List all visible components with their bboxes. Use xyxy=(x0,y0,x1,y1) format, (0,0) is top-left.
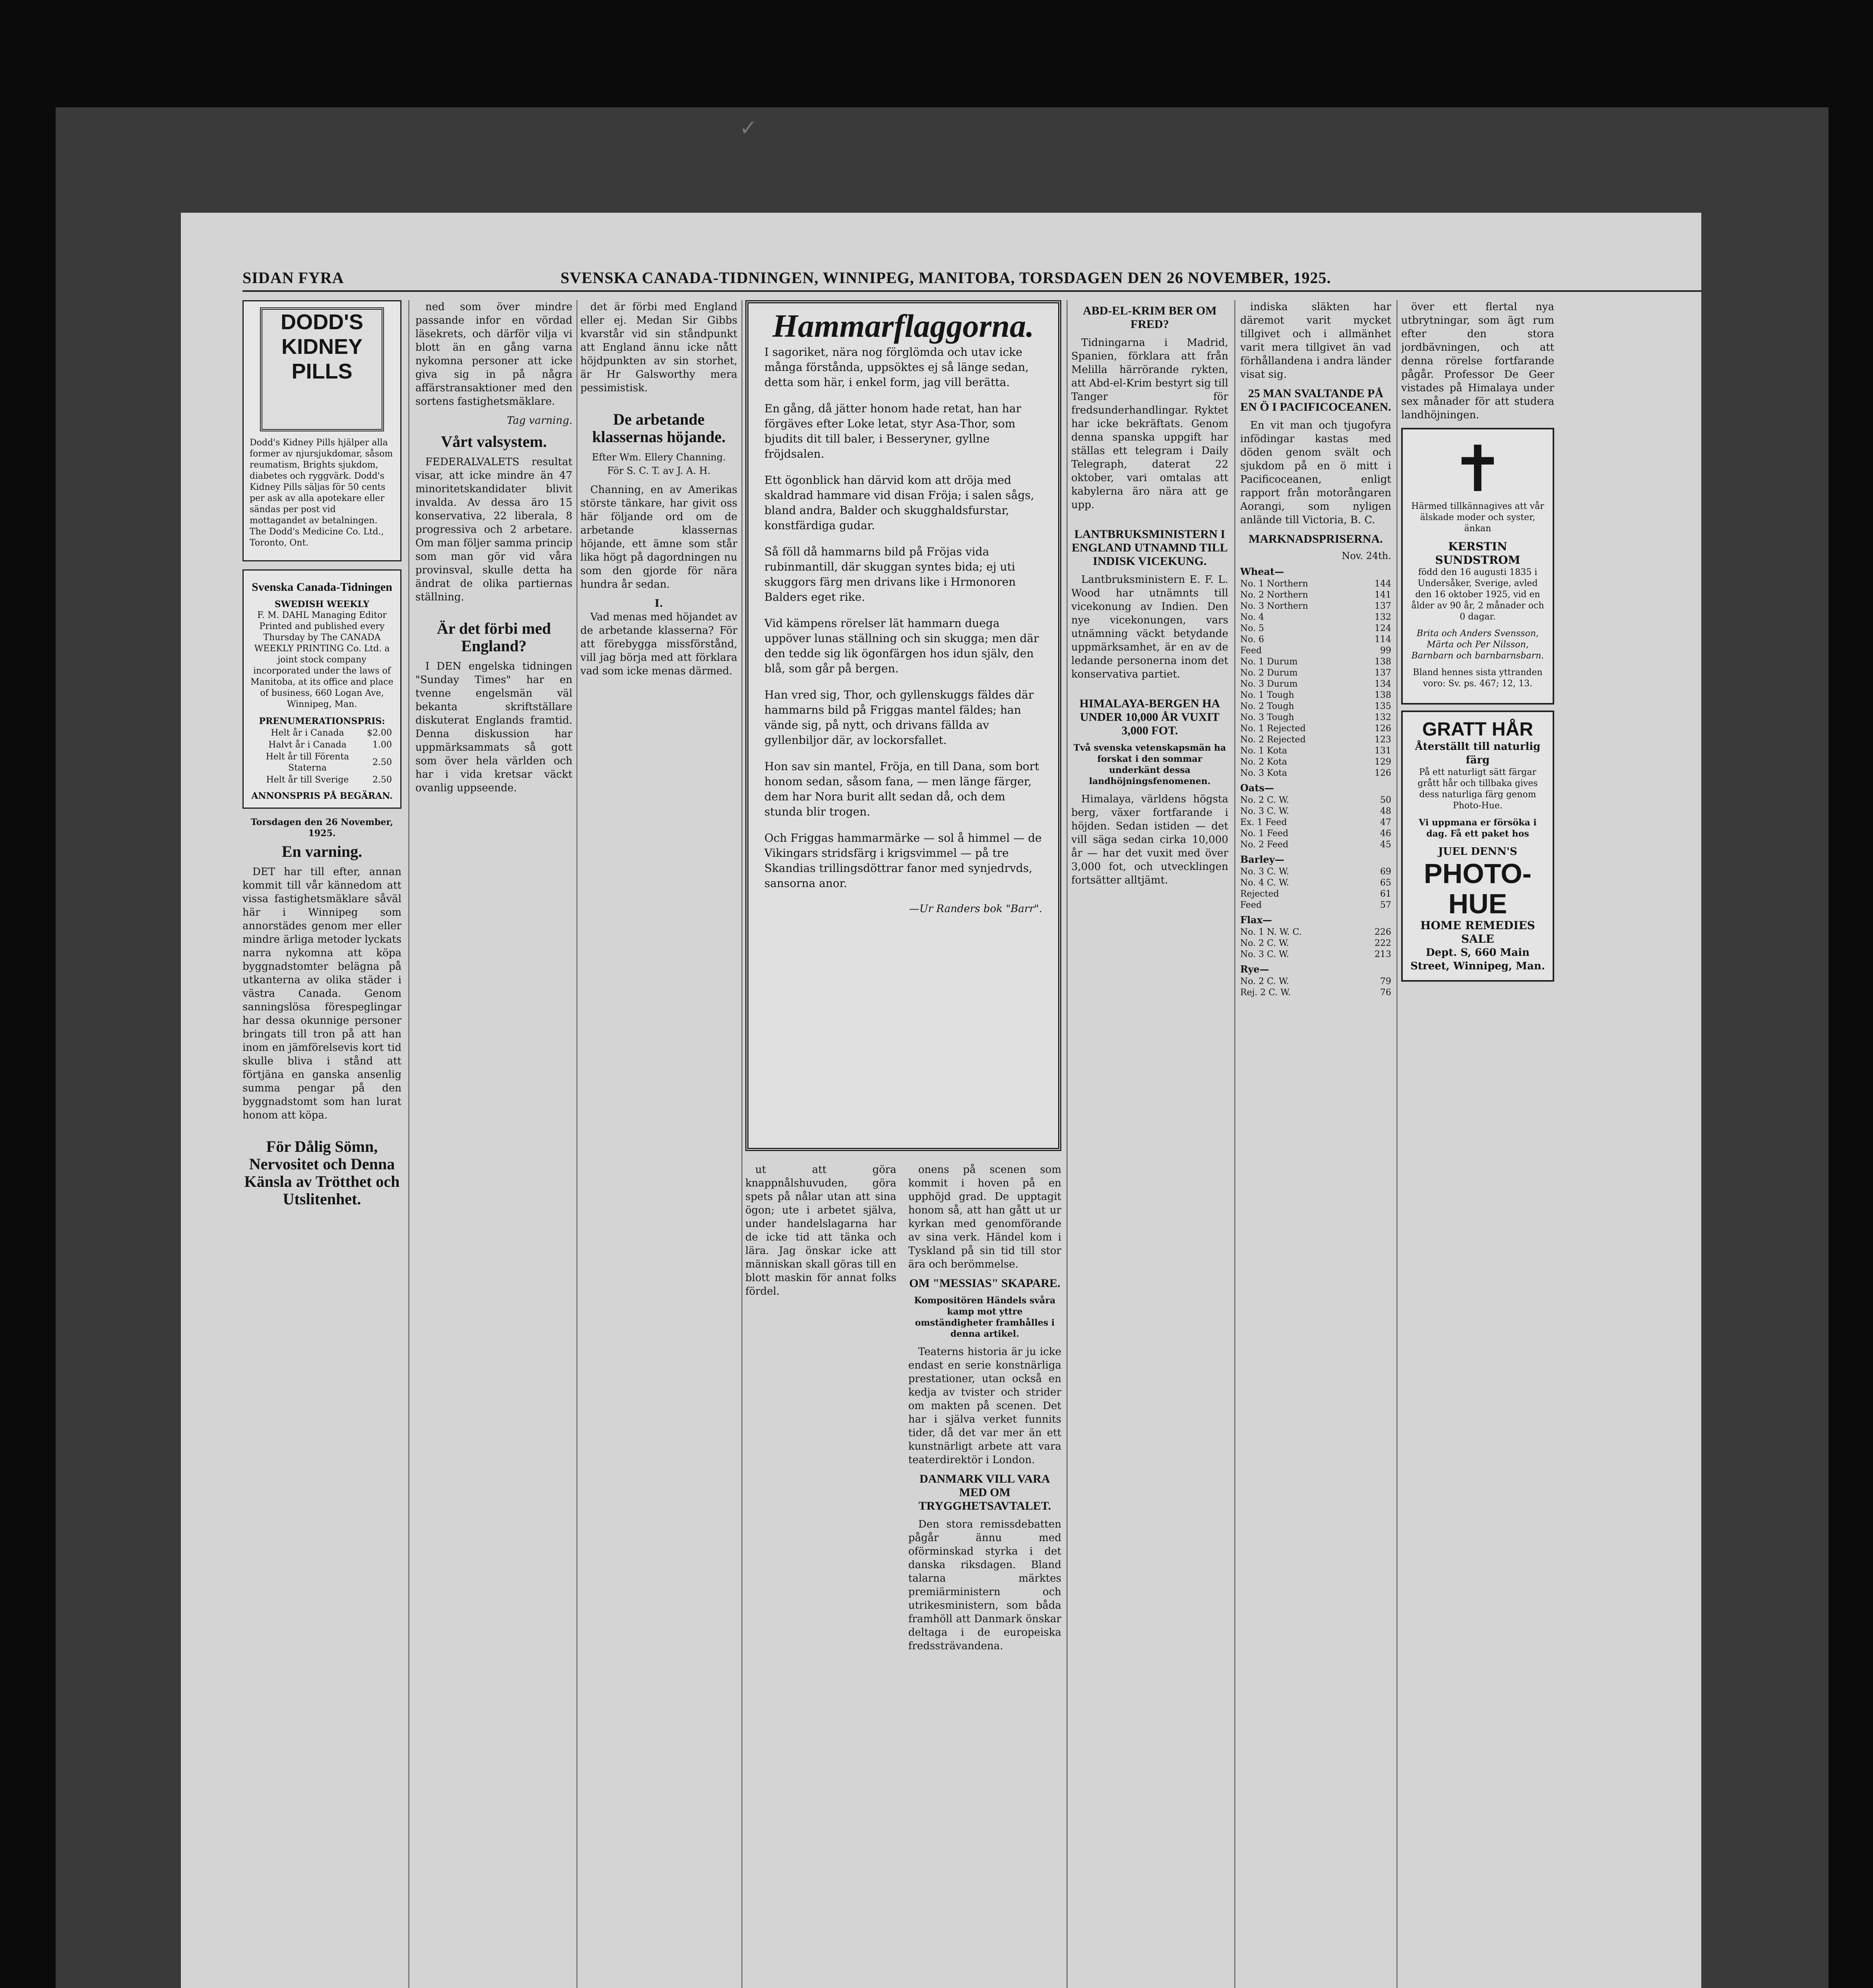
lower-right-column xyxy=(908,1163,1061,1658)
price: 222 xyxy=(1375,938,1391,948)
market-row xyxy=(1240,623,1391,634)
column-rule xyxy=(741,300,743,1988)
market-row xyxy=(1240,690,1391,701)
grade: No. 3 C. W. xyxy=(1240,867,1289,877)
market-group-title: Barley— xyxy=(1240,854,1284,865)
market-row xyxy=(1240,645,1391,656)
publisher-text: Printed and published every Thursday by The CANADA WEEKLY PRINTING Co. Ltd. a joint stock company incorporated under the laws of Manitoba, at its office and place of business, 660 Logan Ave, Winnipeg, Man. xyxy=(250,621,394,709)
workers-text: Channing, en av Amerikas störste tänkare, har givit oss här följande ord om de arbetande klassernas höjande, ett ämne som står lika högt på dagordningen nu som den gjorde för nära hundra år sedan. xyxy=(580,484,737,590)
market-row xyxy=(1240,579,1391,590)
poem-stanza: Hon sav sin mantel, Fröja, en till Dana, som bort honom sedan, såsom fana, — men länge färger, dem har Nora burit allt sedan då, och dem stunda blir trogen. xyxy=(764,760,1039,818)
grade: No. 2 Rejected xyxy=(1240,735,1306,745)
grade: Feed xyxy=(1240,900,1262,910)
grade: No. 2 C. W. xyxy=(1240,938,1289,948)
column-rule xyxy=(1396,300,1398,1988)
grade: No. 3 C. W. xyxy=(1240,806,1289,816)
ad-address: Dept. S, 660 Main Street, Winnipeg, Man. xyxy=(1410,947,1545,972)
market-row xyxy=(1240,806,1391,817)
sleep-ad-title: För Dålig Sömn, Nervositet och Denna Känsla av Trötthet och Utslitenhet. xyxy=(244,1138,400,1208)
market-title: MARKNADSPRISERNA. xyxy=(1249,532,1383,546)
grade: No. 2 Tough xyxy=(1240,701,1294,711)
market-row xyxy=(1240,656,1391,668)
grade: No. 1 Durum xyxy=(1240,657,1298,667)
grade: No. 2 Northern xyxy=(1240,590,1308,600)
poem-credit: —Ur Randers bok "Barr". xyxy=(909,903,1042,915)
pill-box-logo: DODD'S KIDNEY PILLS xyxy=(260,307,384,431)
article-text: över ett flertal nya utbrytningar, som ägt rum efter den stora jordbävningen, och att denna rörelse fortfarande pågår. Professor De Geer vistades på Himalaya under sex månader för att studera landhöjningen. xyxy=(1401,301,1554,421)
section-number: I. xyxy=(654,598,663,610)
market-row xyxy=(1240,679,1391,690)
column-2 xyxy=(415,300,572,1988)
himalaya-subtitle: Två svenska vetenskapsmän ha forskat i den sommar underkänt dessa landhöjningsfenomenen. xyxy=(1073,743,1226,786)
poem-title: Hammarflaggorna. xyxy=(772,308,1034,344)
england-continued: det är förbi med England eller ej. Medan Sir Gibbs kvarstår vid sin ståndpunkt att England ännu icke nått höjdpunkten av sin storhet, är Hr Galsworthy mera pessimistisk. xyxy=(580,301,737,394)
grade: No. 1 Rejected xyxy=(1240,724,1306,734)
column-rule xyxy=(1234,300,1235,1988)
warning-text: DET har till efter, annan kommit till vår kännedom att vissa fastighetsmäklare såväl här i Winnipeg som annorstädes genom mer eller mindre ärliga metoder lyckats narra nykomna att köpa byggnadstomter belägna på utkanterna av olika städer i västra Canada. Genom sanningslösa förespeglingar har dessa okunnige personer bringats till tron på att han inom en jämförelsevis kort tid skulle bliva i stånd att förtjäna en ganska ansenlig summa pengar på den byggnadstomt som han lurat honom att köpa. xyxy=(242,866,401,1121)
memorial-name: KERSTIN SUNDSTROM xyxy=(1435,540,1520,567)
price: 132 xyxy=(1375,712,1391,722)
editor-line: F. M. DAHL Managing Editor xyxy=(257,610,387,620)
table-row: Halvt år i Canada 1.00 xyxy=(268,740,392,750)
market-row xyxy=(1240,723,1391,734)
column-rule xyxy=(408,300,409,1988)
ad-offer: Vi uppmana er försöka i dag. Få ett paket hos xyxy=(1419,817,1537,839)
ad-subheadline: Återställt till naturlig färg xyxy=(1415,741,1541,766)
memorial-family: Brita och Anders Svensson, Märta och Per Nilsson, Barnbarn och barnbarnsbarn. xyxy=(1411,629,1544,661)
grade: No. 1 Feed xyxy=(1240,829,1289,839)
price: 144 xyxy=(1375,579,1391,589)
himalaya-title: HIMALAYA-BERGEN HA UNDER 10,000 ÅR VUXIT 3,000 FOT. xyxy=(1079,697,1220,737)
market-row xyxy=(1240,976,1391,987)
photo-hue-ad xyxy=(1401,711,1554,982)
memorial-notice xyxy=(1401,428,1554,705)
messias-subtitle: Kompositören Händels svåra kamp mot yttre omständigheter framhålles i denna artikel. xyxy=(914,1295,1056,1339)
pacific-text: En vit man och tjugofyra infödingar kastas med döden genom svält och sjukdom på en ö mitt i Pacificoceanen, enligt rapport från motorångaren Aorangi, som nyligen anlände till Victoria, B. C. xyxy=(1240,419,1391,526)
rates-title: PRENUMERATIONSPRIS: xyxy=(259,716,385,726)
market-row xyxy=(1240,949,1391,960)
column-rule xyxy=(1066,300,1068,1988)
ad-rates-title: ANNONSPRIS PÅ BEGÄRAN. xyxy=(251,791,393,801)
market-group-title: Flax— xyxy=(1240,914,1272,926)
price: 129 xyxy=(1375,757,1391,767)
price: 45 xyxy=(1380,840,1391,850)
grade: No. 4 xyxy=(1240,612,1264,622)
poem-stanza: Och Friggas hammarmärke — sol å himmel — de Vikingars stridsfärg i krigsvimmel — på tre Skandias trillingsdöttrar fanor med synjedrvds, sansorna anor. xyxy=(764,831,1042,890)
himalaya-text: Himalaya, världens högsta berg, växer fortfarande i höjden. Sedan istiden — det vill säga sedan cirka 10,000 år — har det vuxit med över 3,000 fot, och utvecklingen fortsätter alltjämt. xyxy=(1071,793,1228,886)
messias-text: Teaterns historia är ju icke endast en serie konstnärliga prestationer, utan också en kedja av tvister och strider om makten på scenen. Det har i själva verket funnits tider, då det var mer än ett kunstnärligt arbete att vara teaterdirektör i London. xyxy=(908,1346,1061,1466)
ad-seller: JUEL DENN'S xyxy=(1438,846,1517,858)
market-row xyxy=(1240,828,1391,839)
masthead: SVENSKA CANADA-TIDNINGEN, WINNIPEG, MANITOBA, TORSDAGEN DEN 26 NOVEMBER, 1925. xyxy=(560,269,1331,287)
grade: No. 1 Tough xyxy=(1240,690,1294,700)
memorial-lead: Härmed tillkännagives att vår älskade moder och syster, änkan xyxy=(1411,501,1544,534)
grade: No. 6 xyxy=(1240,635,1264,645)
lower-columns xyxy=(745,1163,1061,1658)
price: 57 xyxy=(1380,900,1391,910)
grade: No. 5 xyxy=(1240,623,1264,633)
article-text: ut att göra knappnålshuvuden, göra spets på nålar utan att sina ögon; ute i arbetet själva, under handelslagarna har de icke tid att tänka och lära. Jag önskar icke att människan skall göras till en blott maskin för annat folks fördel. xyxy=(745,1164,896,1297)
workers-byline: Efter Wm. Ellery Channing. xyxy=(592,452,726,463)
paper-name: Svenska Canada-Tidningen xyxy=(252,580,392,594)
cross-icon: ✝ xyxy=(1451,432,1505,506)
grade: Feed xyxy=(1240,646,1262,656)
column-6 xyxy=(1240,300,1391,1988)
grade: No. 3 Kota xyxy=(1240,768,1287,778)
price: 114 xyxy=(1375,635,1391,645)
price: 76 xyxy=(1380,988,1391,998)
price: 48 xyxy=(1380,806,1391,816)
pacific-title: 25 MAN SVALTANDE PÅ EN Ö I PACIFICOCEANEN. xyxy=(1240,387,1391,414)
price: 131 xyxy=(1375,746,1391,756)
price: 126 xyxy=(1375,724,1391,734)
column-1 xyxy=(242,300,401,1988)
page-label: SIDAN FYRA xyxy=(242,269,344,287)
price: 226 xyxy=(1375,927,1391,937)
price: 99 xyxy=(1380,646,1391,656)
price: 137 xyxy=(1375,668,1391,678)
warning-sign: Tag varning. xyxy=(506,415,572,427)
warning-title: En varning. xyxy=(281,843,363,860)
price: 65 xyxy=(1380,878,1391,888)
rates-table xyxy=(250,727,394,786)
market-group-title: Wheat— xyxy=(1240,566,1284,577)
ad-headline: GRATT HÅR xyxy=(1422,719,1534,740)
ad-text: På ett naturligt sätt färgar grått hår och tillbaka gives dess naturliga färg genom Photo-Hue. xyxy=(1417,767,1538,811)
grade: No. 3 Northern xyxy=(1240,601,1308,611)
grade: Ex. 1 Feed xyxy=(1240,817,1287,827)
price: 69 xyxy=(1380,867,1391,877)
grade: No. 1 Kota xyxy=(1240,746,1287,756)
danmark-text: Den stora remissdebatten pågår ännu med oförminskad styrka i det danska riksdagen. Bland talarna märktes premiärministern och utrikesministern, som båda framhöll att Danmark önskar deltaga i de europeiska fredssträvandena. xyxy=(908,1518,1061,1652)
article-text: onens på scenen som kommit i hoven på en upphöjd grad. De upptagit honom så, att han gått ut ur kyrkan med genomförande av sina verk. Händel kom i Tyskland på sin tid till stor ära och berömmelse. xyxy=(908,1164,1061,1270)
grade: No. 2 Durum xyxy=(1240,668,1298,678)
grade: No. 2 C. W. xyxy=(1240,977,1289,986)
election-text: FEDERALVALETS resultat visar, att icke mindre än 47 minoritetskandidater blivit invalda. Av dessa äro 15 konservativa, 22 liberala, 8 progressiva och 2 arbetare. Om man följer samma princip som man gör vid våra provinsval, skulle detta ha ändrat de olika partiernas ställning. xyxy=(415,456,572,603)
page-header xyxy=(242,266,1701,292)
market-row xyxy=(1240,668,1391,679)
table-row: Helt år i Canada $2.00 xyxy=(271,728,392,738)
column-7 xyxy=(1401,300,1554,1988)
grade: No. 3 Tough xyxy=(1240,712,1294,722)
check-mark-icon: ✓ xyxy=(739,115,758,140)
workers-title: De arbetande klassernas höjande. xyxy=(592,410,726,446)
paper-sub: SWEDISH WEEKLY xyxy=(274,599,370,610)
price: 126 xyxy=(1375,768,1391,778)
grade: Rejected xyxy=(1240,889,1279,899)
workers-text-2: Vad menas med höjandet av de arbetande klasserna? För att förebygga missförstånd, vill jag börja med att förklara vad som icke menas därmed. xyxy=(580,611,737,677)
dodds-kidney-pills-ad xyxy=(242,300,401,561)
market-row xyxy=(1240,757,1391,768)
market-prices xyxy=(1240,532,1391,998)
paper-info-box xyxy=(242,569,401,809)
market-row xyxy=(1240,634,1391,645)
messias-title: OM "MESSIAS" SKAPARE. xyxy=(909,1277,1061,1290)
article-text: indiska släkten har däremot varit mycket tillgivet och i allmänhet varit mera tillgivet än vad förhållandena i andra länder visat sig. xyxy=(1240,301,1391,381)
memorial-text: född den 16 augusti 1835 i Undersåker, Sverige, avled den 16 oktober 1925, vid en ålder av 90 år, 2 månader och 0 dagar. xyxy=(1411,567,1544,622)
minister-title: LANTBRUKSMINISTERN I ENGLAND UTNAMND TILL INDISK VICEKUNG. xyxy=(1072,528,1228,568)
danmark-title: DANMARK VILL VARA MED OM TRYGGHETSAVTALET. xyxy=(918,1472,1051,1512)
market-row xyxy=(1240,712,1391,723)
market-table xyxy=(1240,565,1391,998)
poem-box xyxy=(745,300,1061,1151)
ad-text: Dodd's Kidney Pills hjälper alla former av njursjukdomar, såsom reumatism, Brights sjukdom, diabetes och ryggvärk. Dodd's Kidney Pills säljas för 50 cents per ask av alla apotekare eller sändas per post vid mottagandet av betalningen. The Dodd's Medicine Co. Ltd., Toronto, Ont. xyxy=(250,438,393,548)
market-row xyxy=(1240,612,1391,623)
market-row xyxy=(1240,795,1391,806)
price: 138 xyxy=(1375,657,1391,667)
column-3 xyxy=(580,300,737,1988)
price: 132 xyxy=(1375,612,1391,622)
election-title: Vårt valsystem. xyxy=(441,433,547,450)
newspaper-page xyxy=(181,213,1701,1988)
lower-left-column xyxy=(745,1163,896,1658)
market-row xyxy=(1240,734,1391,746)
price: 137 xyxy=(1375,601,1391,611)
grade: No. 1 Northern xyxy=(1240,579,1308,589)
market-row xyxy=(1240,817,1391,828)
grade: No. 2 Kota xyxy=(1240,757,1287,767)
ad-sale: HOME REMEDIES SALE xyxy=(1420,919,1535,945)
table-row: Helt år till Förenta Staterna 2.50 xyxy=(266,752,392,773)
grade: No. 3 C. W. xyxy=(1240,949,1289,959)
column-5 xyxy=(1071,300,1228,1988)
poem-stanza: Vid kämpens rörelser lät hammarn duega uppöver lunas ställning och sin skugga; men där den tedde sig lik ögonfärgen hos idun själv, den blå, som går på bergen. xyxy=(764,617,1039,675)
market-row xyxy=(1240,701,1391,712)
workers-translator: För S. C. T. av J. A. H. xyxy=(607,465,711,476)
grade: No. 4 C. W. xyxy=(1240,878,1289,888)
price: 61 xyxy=(1380,889,1391,899)
england-title: Är det förbi med England? xyxy=(437,619,551,655)
price: 124 xyxy=(1375,623,1391,633)
price: 138 xyxy=(1375,690,1391,700)
price: 134 xyxy=(1375,679,1391,689)
grade: No. 2 C. W. xyxy=(1240,795,1289,805)
column-rule xyxy=(576,300,578,1988)
column-4 xyxy=(745,300,1061,1988)
poem-stanza: Ett ögonblick han därvid kom att dröja med skaldrad hammare vid disan Fröja; i salen sågs, bland andra, Balder och skugghaldsfurstar, konstfärdiga gudar. xyxy=(764,474,1034,532)
market-row xyxy=(1240,590,1391,601)
market-group-title: Oats— xyxy=(1240,782,1274,794)
market-date: Nov. 24th. xyxy=(1342,550,1391,561)
price: 50 xyxy=(1380,795,1391,805)
memorial-note: Bland hennes sista yttranden voro: Sv. ps. 467; 12, 13. xyxy=(1413,668,1543,689)
market-row xyxy=(1240,987,1391,998)
date-line: Torsdagen den 26 November, 1925. xyxy=(250,817,394,839)
grade: No. 3 Durum xyxy=(1240,679,1298,689)
market-row xyxy=(1240,601,1391,612)
grade: Rej. 2 C. W. xyxy=(1240,988,1291,998)
poem-stanza: En gång, då jätter honom hade retat, han har förgäves efter Loke letat, styr Asa-Thor, som bjudits dit till baler, i Besseryner, gyllne fröjdsalen. xyxy=(764,402,1022,460)
price: 79 xyxy=(1380,977,1391,986)
market-group-title: Rye— xyxy=(1240,963,1269,975)
price: 46 xyxy=(1380,829,1391,839)
market-row xyxy=(1240,839,1391,850)
poem-stanza: Så föll då hammarns bild på Fröjas vida rubinmantill, där skuggan syntes bida; ej uti skuggors färg men drivans like i Hrmonoren Balders eget rike. xyxy=(764,545,1016,604)
ad-brand: PHOTO-HUE xyxy=(1424,858,1532,919)
market-row xyxy=(1240,768,1391,779)
market-row xyxy=(1240,889,1391,900)
price: 141 xyxy=(1375,590,1391,600)
price: 213 xyxy=(1375,949,1391,959)
krim-title: ABD-EL-KRIM BER OM FRED? xyxy=(1083,304,1217,331)
grade: No. 2 Feed xyxy=(1240,840,1289,850)
price: 47 xyxy=(1380,817,1391,827)
minister-text: Lantbruksministern E. F. L. Wood har utnämnts till vicekonung av Indien. Den nye vicekonungen, vars utnämning väckt betydande uppmärksamhet, är en av de ledande personerna inom det konservativa partiet. xyxy=(1071,574,1228,680)
price: 135 xyxy=(1375,701,1391,711)
krim-text: Tidningarna i Madrid, Spanien, förklara att från Melilla härrörande rykten, att Abd-el-Krim bestyrt sig till Tanger för fredsunderhandlingar. Ryktet har icke bekräftats. Genom denna spanska uppgift har ställas ett telegram i Daily Telegraph, daterat 22 oktober, vari omtalas att kabylerna äro nära att ge upp. xyxy=(1071,337,1228,511)
market-row xyxy=(1240,927,1391,938)
market-row xyxy=(1240,866,1391,878)
market-row xyxy=(1240,746,1391,757)
market-row xyxy=(1240,878,1391,889)
market-row xyxy=(1240,900,1391,911)
warning-continued: ned som över mindre passande infor en vördad läsekrets, och därför vilja vi blott än en gång varna nykomna personer att icke giva sig in på några affärstransaktioner med den sortens fastighetsmäklare. xyxy=(415,301,572,408)
poem-stanza: Han vred sig, Thor, och gyllenskuggs fäldes där hammarns bild på Friggas mantel fäldes; han vände sig, på nytt, och drivans fällda av gyllenbiljor där, av lockorsfallet. xyxy=(764,688,1034,747)
market-row xyxy=(1240,938,1391,949)
price: 123 xyxy=(1375,735,1391,745)
england-text: I DEN engelska tidningen "Sunday Times" har en tvenne engelsmän väl bekanta skriftställare diskuterat Englands framtid. Denna diskussion har uppmärksammats så gott som över hela världen och har i vida kretsar väckt ovanlig uppseende. xyxy=(415,660,572,794)
grade: No. 1 N. W. C. xyxy=(1240,927,1302,937)
poem-stanza: I sagoriket, nära nog förglömda och utav icke många förstånda, uppsöktes ej så länge sedan, detta som här, i enkel form, jag vill berätta. xyxy=(764,346,1029,389)
table-row: Helt år till Sverige 2.50 xyxy=(266,775,392,785)
